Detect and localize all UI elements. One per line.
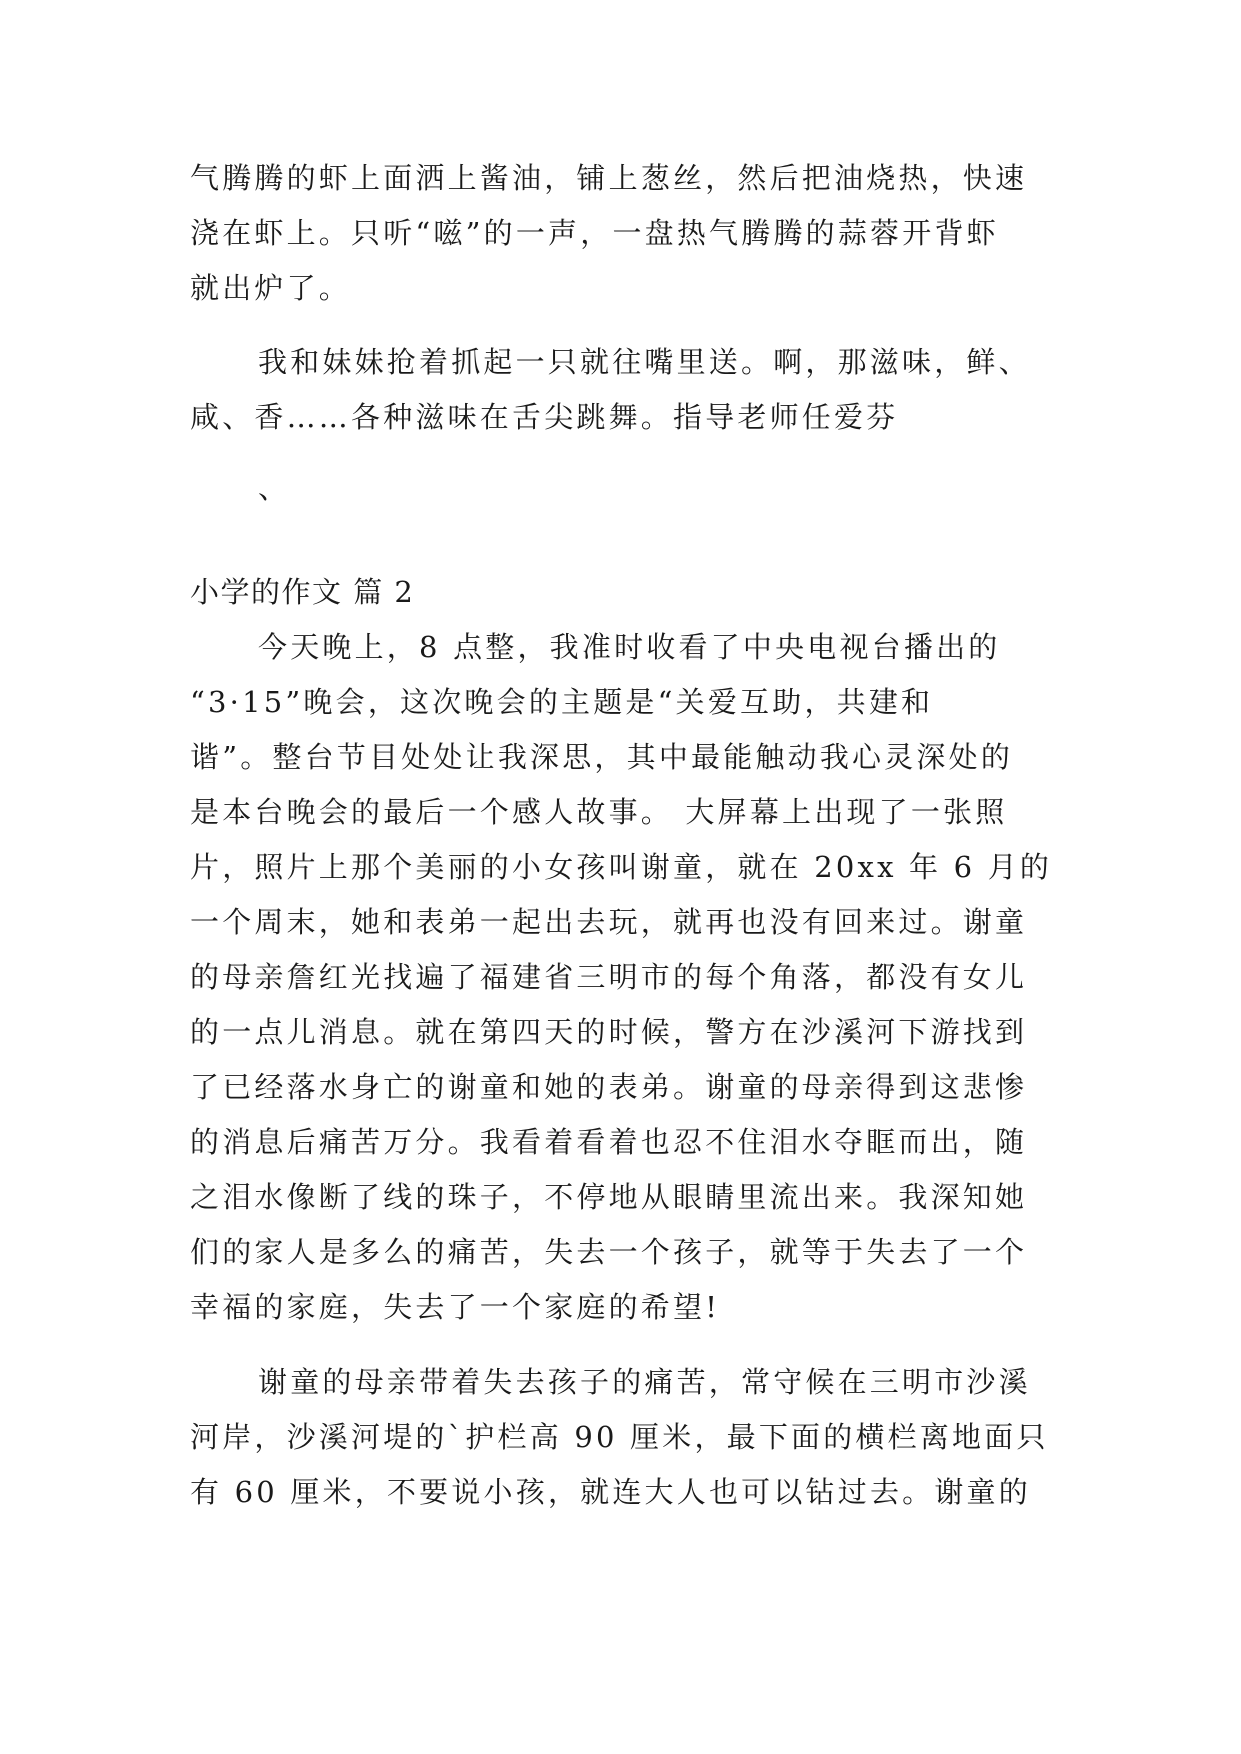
paragraph-line: 今天晚上，8 点整，我准时收看了中央电视台播出的 [258,630,1001,664]
paragraph-line: 是本台晚会的最后一个感人故事。 大屏幕上出现了一张照 [190,795,1008,829]
section-heading: 小学的作文 篇 2 [190,575,415,609]
stray-mark: 、 [258,471,291,505]
paragraph-line: 有 60 厘米，不要说小孩，就连大人也可以钻过去。谢童的 [190,1475,1031,1509]
paragraph-line: 浇在虾上。只听“嗞”的一声，一盘热气腾腾的蒜蓉开背虾 [190,216,999,250]
paragraph-line: 之泪水像断了线的珠子，不停地从眼睛里流出来。我深知她 [190,1180,1028,1214]
paragraph-line: 们的家人是多么的痛苦，失去一个孩子，就等于失去了一个 [190,1235,1028,1269]
paragraph-line: 谐”。整台节目处处让我深思，其中最能触动我心灵深处的 [190,740,1014,774]
paragraph-line: 了已经落水身亡的谢童和她的表弟。谢童的母亲得到这悲惨 [190,1070,1028,1104]
paragraph-line: 片，照片上那个美丽的小女孩叫谢童，就在 20xx 年 6 月的 [190,850,1053,884]
paragraph-line: 谢童的母亲带着失去孩子的痛苦，常守候在三明市沙溪 [258,1365,1031,1399]
paragraph-line: 一个周末，她和表弟一起出去玩，就再也没有回来过。谢童 [190,905,1028,939]
paragraph-line: 河岸，沙溪河堤的`护栏高 90 厘米，最下面的横栏离地面只 [190,1420,1049,1454]
paragraph-line: 咸、香……各种滋味在舌尖跳舞。指导老师任爱芬 [190,400,899,434]
paragraph-line: 气腾腾的虾上面洒上酱油，铺上葱丝，然后把油烧热，快速 [190,161,1028,195]
paragraph-line: 的母亲詹红光找遍了福建省三明市的每个角落，都没有女儿 [190,960,1028,994]
paragraph-line: 的消息后痛苦万分。我看着看着也忍不住泪水夺眶而出，随 [190,1125,1028,1159]
paragraph-line: 我和妹妹抢着抓起一只就往嘴里送。啊，那滋味，鲜、 [258,345,1031,379]
paragraph-line: 幸福的家庭，失去了一个家庭的希望! [190,1290,721,1324]
paragraph-line: 就出炉了。 [190,271,352,305]
paragraph-line: 的一点儿消息。就在第四天的时候，警方在沙溪河下游找到 [190,1015,1028,1049]
paragraph-line: “3·15”晚会，这次晚会的主题是“关爱互助，共建和 [190,685,934,719]
